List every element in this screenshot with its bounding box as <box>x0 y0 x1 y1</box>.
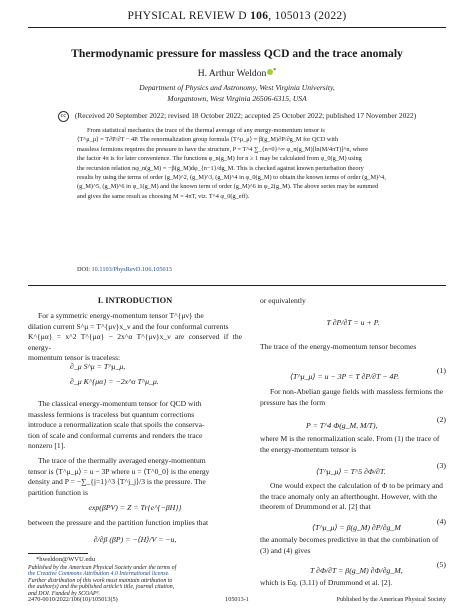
text-line: introduce a renormalization scale that spoils the conserva- <box>28 420 205 430</box>
abstract-line: the factor 4π is for later convenience. The functions φ_n(g_M) for n ≥ 1 may be calculated from φ_0(g_M) using <box>77 155 362 163</box>
equation-energy: ∂/∂β (βP) = −⟨H⟩/V = −u, <box>93 535 177 544</box>
license-line[interactable]: the Creative Commons Attribution 4.0 International license. <box>28 571 170 578</box>
abstract-line: and gives the same result as choosing M = 4πT, viz. T^4 φ_0(g_eff). <box>77 192 250 200</box>
text-line: One would expect the calculation of Φ to be primary and <box>270 481 443 490</box>
license-line: the author(s) and the published article’s title, journal citation, <box>28 584 175 591</box>
text-line: massless fermions is traceless but quantum corrections <box>28 409 195 419</box>
equation-3-row <box>260 461 446 479</box>
equation-5: T ∂Φ/∂T = β(g_M) ∂Φ/∂g_M, <box>310 566 403 575</box>
text-line: the energy-momentum tensor is <box>260 444 357 454</box>
equation-4: ⟨T^μ_μ⟩ = β(g_M) ∂P/∂g_M <box>312 523 401 532</box>
left-paragraph-1 <box>28 311 242 364</box>
abstract-line: results by using the terms of order (g_M)^2, (g_M)^3, (g_M)^4 in φ_0(g_M) to obtain the known terms of order (g_M)^4, <box>77 174 386 182</box>
author-name: H. Arthur Weldon <box>197 68 267 80</box>
abstract-line: (g_M)^5, (g_M)^6 in φ_1(g_M) and the known term of order (g_M)^6 in φ_2(g_M). The above series may be summed <box>77 183 379 191</box>
text-line: tensor is ⟨T^μ_μ⟩ = u − 3P where u = ⟨T^0_0⟩ is the energy <box>28 466 210 476</box>
dates-text: (Received 20 September 2022; revised 18 October 2022; accepted 25 October 2022; published 17 November 2022) <box>74 111 417 121</box>
equation-conformal: ∂_μ K^{μα} = −2x^α T^μ_μ. <box>70 377 159 386</box>
left-paragraph-3 <box>28 456 242 498</box>
abstract <box>77 126 397 201</box>
left-paragraph-2 <box>28 399 242 452</box>
header-rule <box>28 27 446 28</box>
article-number: 105013 (2022) <box>274 10 347 22</box>
equation-1-row <box>260 366 446 384</box>
dates-line <box>0 111 474 122</box>
text-line: For a symmetric energy-momentum tensor T^{μν} the <box>38 311 204 320</box>
running-head: PHYSICAL REVIEW D 106, 105013 (2022) <box>127 10 347 22</box>
abstract-line: From statistical mechanics the trace of the thermal average of any energy-momentum tensor is <box>87 127 325 134</box>
text-line: K^{μα} = x^2 T^{μα} − 2x^α T^{μν}x_ν are conserved if the energy- <box>28 332 242 352</box>
text-line: theorem of Drummond et al. [2] that <box>260 502 371 512</box>
text-line: density and P = −∑_{j=1}^3 ⟨T^j_j⟩/3 is the pressure. The <box>28 477 206 487</box>
text-line: momentum tensor is traceless: <box>28 353 121 363</box>
footer-page: 105013-1 <box>225 596 249 603</box>
equation-derivative: T ∂P/∂T = u + P. <box>326 318 380 327</box>
text-line: partition function is <box>28 487 88 497</box>
footnote-email[interactable]: *hweldon@WVU.edu <box>36 556 95 563</box>
equation-partition: exp(βPV) = Z = Tr{e^{−βH}} <box>88 503 182 512</box>
right-paragraph-2: The trace of the energy-momentum tensor becomes <box>260 342 417 351</box>
equation-number: (1) <box>436 366 446 375</box>
text-line: between the pressure and the partition function implies that <box>28 518 209 527</box>
equation-number: (3) <box>436 461 446 470</box>
author-line <box>0 68 474 79</box>
equation-1: ⟨T^μ_μ⟩ = u − 3P = T ∂P/∂T − 4P. <box>290 372 400 381</box>
right-paragraph-1: or equivalently <box>260 296 306 305</box>
abstract-line: ⟨T^μ_μ⟩ = T∂P/∂T − 4P. The renormalization group formula ⟨T^μ_μ⟩ = β(g_M)∂P/∂g_M for QCD with <box>77 136 339 144</box>
equation-2-row <box>260 415 446 433</box>
text-line: tion of scale and conformal currents and renders the trace <box>28 430 203 440</box>
abstract-rule <box>28 285 446 286</box>
equation-dilation: ∂_μ S^μ = T^μ_μ, <box>70 362 126 371</box>
paper-title: Thermodynamic pressure for massless QCD and the trace anomaly <box>71 47 403 60</box>
text-line: the trace anomaly only an afterthought. However, with the <box>260 491 438 501</box>
license-line: and DOI. Funded by SCOAP³. <box>28 590 100 597</box>
footnote-rule <box>28 553 88 554</box>
equation-5-row <box>260 560 446 578</box>
affiliation-line-1: Department of Physics and Astronomy, West Virginia University, <box>139 83 335 92</box>
license-line: Published by the American Physical Society under the terms of <box>28 565 177 571</box>
equation-number: (5) <box>436 560 446 569</box>
journal-name: PHYSICAL REVIEW D <box>127 10 247 22</box>
abstract-line: the recursion relation nφ_n(g_M) = −β(g_M)dφ_{n−1}/dg_M. This is checked against known perturbation theory <box>77 164 364 172</box>
equation-number: (4) <box>436 517 446 526</box>
footer-publisher: Published by the American Physical Society <box>336 596 446 603</box>
text-line: nonzero [1]. <box>28 441 66 451</box>
open-access-icon: cc <box>58 111 69 122</box>
footer-issn: 2470-0010/2022/106(10)/105013(5) <box>28 596 118 603</box>
section-heading: I. INTRODUCTION <box>97 296 173 305</box>
doi-label: DOI: <box>77 266 90 273</box>
text-line: where M is the renormalization scale. From (1) the trace of <box>260 434 440 443</box>
left-paragraph-4 <box>28 518 242 529</box>
text-line: (3) and (4) gives <box>260 545 311 555</box>
right-paragraph-7: which is Eq. (3.11) of Drummond et al. [2]. <box>260 578 393 587</box>
doi-line <box>77 266 172 273</box>
affiliation-line-2: Morgantown, West Virginia 26506-6315, USA <box>167 94 307 103</box>
text-line: the anomaly becomes predictive in that the combination of <box>260 535 439 544</box>
text-line: The trace of the thermally averaged energy-momentum <box>38 456 206 465</box>
text-line: pressure has the form <box>260 397 326 407</box>
author-marker: * <box>273 68 277 74</box>
abstract-line: massless fermions requires the pressure to have the structure, P = T^4 ∑_{n=0}^∞ φ_n(g_M)[ln(M/4πT)]^n, where <box>77 145 369 153</box>
equation-number: (2) <box>436 415 446 424</box>
right-paragraph-4 <box>260 434 446 455</box>
right-paragraph-5 <box>260 481 446 513</box>
license-line: Further distribution of this work must maintain attribution to <box>28 577 173 584</box>
right-paragraph-6 <box>260 535 446 556</box>
right-paragraph-3 <box>260 387 446 408</box>
text-line: dilation current S^μ = T^{μν}x_ν and the four conformal currents <box>28 321 229 331</box>
equation-3: ⟨T^μ_μ⟩ = T^5 ∂Φ/∂T. <box>316 467 386 476</box>
license-notice <box>28 565 242 597</box>
doi-link[interactable]: 10.1103/PhysRevD.106.105013 <box>91 266 172 273</box>
equation-2: P = T^4 Φ(g_M, M/T), <box>306 421 378 430</box>
text-line: The classical energy-momentum tensor for QCD with <box>38 399 202 408</box>
journal-volume: 106 <box>250 10 269 22</box>
equation-4-row <box>260 517 446 535</box>
text-line: For non-Abelian gauge fields with massless fermions the <box>270 387 444 396</box>
